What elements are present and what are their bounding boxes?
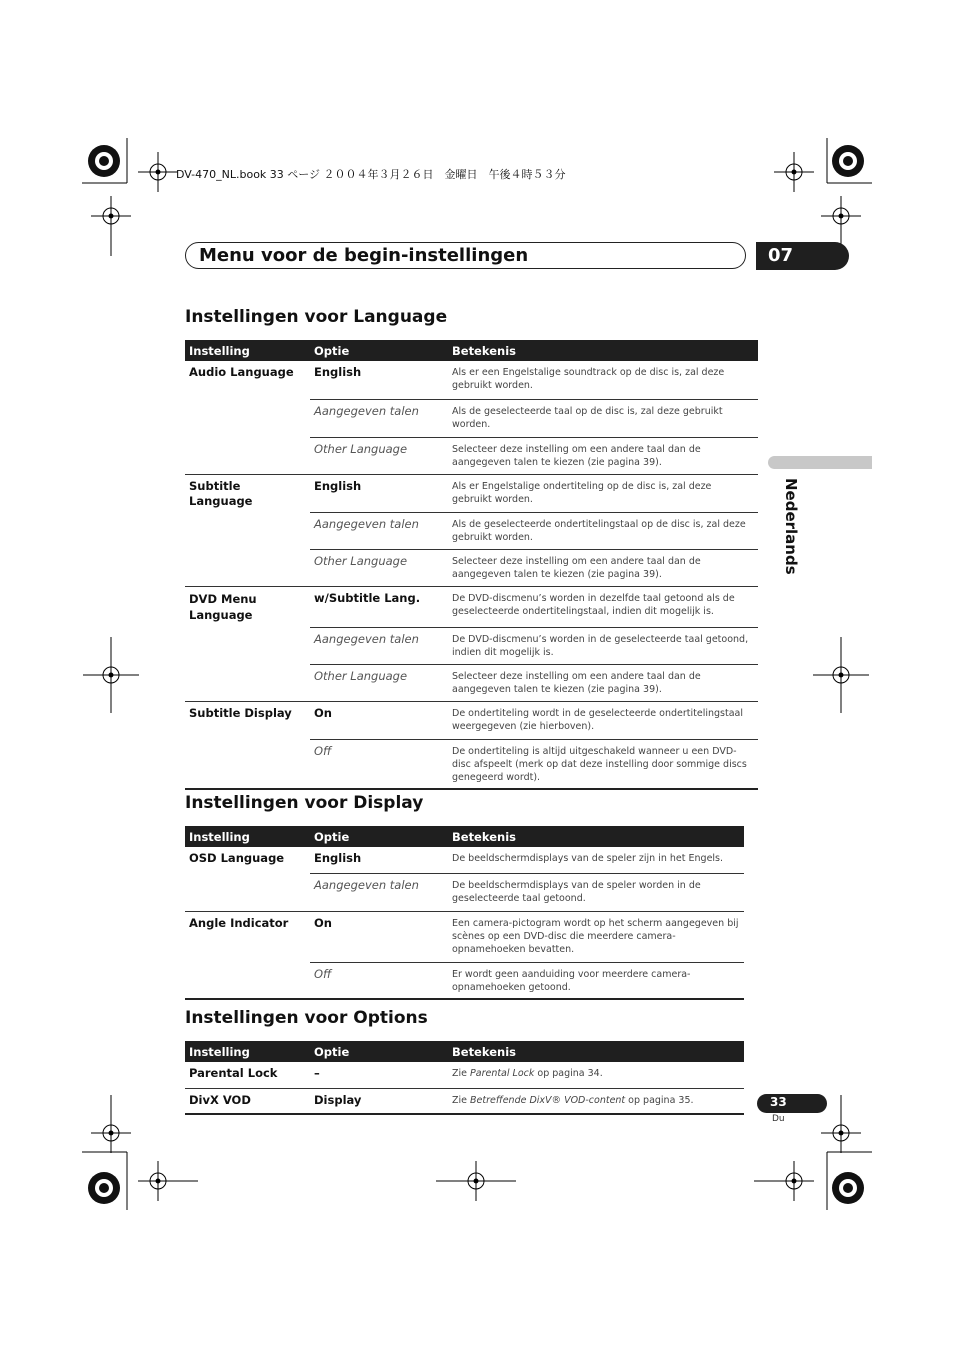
option-cell: English [314, 851, 362, 865]
meaning-cell: Selecteer deze instelling om een andere taal dan de aangegeven talen te kiezen (zie pagina 39). [448, 664, 758, 701]
meaning-cell: Er wordt geen aanduiding voor meerdere camera-opnamehoeken getoond. [448, 962, 744, 999]
meaning-cell: Als er een Engelstalige soundtrack op de disc is, zal deze gebruikt worden. [452, 367, 725, 391]
meaning-cell: De beeldschermdisplays van de speler worden in de geselecteerde taal getoond. [448, 873, 744, 911]
meaning-cell: Als de geselecteerde ondertitelingstaal op de disc is, zal deze gebruikt worden. [448, 513, 758, 550]
column-header-setting: Instelling [185, 340, 310, 361]
meaning-cell: De beeldschermdisplays van de speler zijn in het Engels. [452, 853, 724, 864]
option-cell: w/Subtitle Lang. [310, 587, 448, 628]
language-settings-table [185, 340, 758, 790]
option-cell: Aangegeven talen [310, 399, 448, 437]
setting-cell: Angle Indicator [185, 911, 310, 962]
setting-cell [185, 873, 310, 911]
option-cell: Aangegeven talen [310, 873, 448, 911]
table-row [185, 664, 758, 701]
option-cell: Aangegeven talen [310, 513, 448, 550]
table-row [185, 513, 758, 550]
options-settings-table [185, 1041, 744, 1115]
meaning-cell [448, 1062, 744, 1088]
chapter-number-badge [756, 242, 849, 270]
chapter-title: Menu voor de begin-instellingen [199, 245, 529, 266]
meaning-reference: Parental Lock [470, 1068, 535, 1079]
setting-cell: DivX VOD [185, 1088, 310, 1114]
table-row [185, 701, 758, 739]
option-cell: Off [310, 962, 448, 999]
option-cell: On [310, 701, 448, 739]
setting-cell [185, 399, 310, 437]
column-header-meaning: Betekenis [448, 826, 744, 847]
column-header-setting: Instelling [185, 826, 310, 847]
column-header-option: Optie [310, 340, 448, 361]
meaning-cell: Als er Engelstalige ondertiteling op de disc is, zal deze gebruikt worden. [448, 474, 758, 513]
meaning-cell [448, 1088, 744, 1114]
section-heading-display: Instellingen voor Display [185, 793, 424, 813]
setting-cell: Audio Language [189, 365, 294, 379]
setting-cell [185, 664, 310, 701]
table-header-row [185, 1041, 744, 1062]
table-row [185, 550, 758, 587]
option-cell: English [314, 365, 362, 379]
option-cell: Off [310, 739, 448, 789]
table-row [185, 911, 744, 962]
option-cell: English [310, 474, 448, 513]
option-cell: Other Language [310, 437, 448, 474]
meaning-cell: De DVD-discmenu’s worden in dezelfde taal getoond als de geselecteerde ondertitelingstaal, indien dit mogelijk is. [448, 587, 758, 628]
column-header-meaning: Betekenis [448, 340, 758, 361]
option-cell: – [314, 1066, 320, 1080]
setting-cell [185, 437, 310, 474]
page-number-badge [757, 1094, 827, 1113]
table-row [185, 399, 758, 437]
option-cell: Aangegeven talen [310, 627, 448, 664]
table-row [185, 1062, 744, 1088]
setting-cell: DVD Menu Language [185, 587, 310, 628]
meaning-prefix: Zie [452, 1068, 471, 1079]
meaning-cell: Selecteer deze instelling om een andere taal dan de aangegeven talen te kiezen (zie pagina 39). [448, 437, 758, 474]
chapter-title-bar [185, 242, 746, 269]
meaning-suffix: op pagina 35. [625, 1094, 694, 1106]
setting-cell: OSD Language [189, 851, 285, 865]
meaning-cell: De DVD-discmenu’s worden in de geselecteerde taal getoond, indien dit mogelijk is. [448, 627, 758, 664]
column-header-setting: Instelling [185, 1041, 310, 1062]
setting-cell: Subtitle Display [185, 701, 310, 739]
table-header-row [185, 826, 744, 847]
setting-cell [185, 962, 310, 999]
setting-cell: Parental Lock [189, 1066, 278, 1080]
language-side-label: Nederlands [782, 478, 800, 575]
table-row [185, 739, 758, 789]
table-row [185, 962, 744, 999]
column-header-meaning: Betekenis [448, 1041, 744, 1062]
table-row [185, 873, 744, 911]
option-cell: On [310, 911, 448, 962]
print-file-header: DV-470_NL.book 33 ページ ２００４年３月２６日 金曜日 午後４時５３分 [176, 168, 566, 181]
meaning-reference: Betreffende DixV® VOD-content [470, 1094, 626, 1106]
setting-cell: Subtitle Language [185, 474, 310, 513]
column-header-option: Optie [310, 826, 448, 847]
page-language-code: Du [772, 1114, 785, 1124]
section-heading-language: Instellingen voor Language [185, 307, 448, 327]
table-row [185, 627, 758, 664]
table-row [185, 587, 758, 628]
meaning-cell: Een camera-pictogram wordt op het scherm aangegeven bij scènes op een DVD-disc die meerdere camera-opnamehoeken bevatten. [448, 911, 744, 962]
meaning-cell: De ondertiteling is altijd uitgeschakeld wanneer u een DVD-disc afspeelt (merk op dat deze instelling door sommige discs genegeerd wordt). [448, 739, 758, 789]
option-cell: Display [310, 1088, 448, 1114]
setting-cell [185, 550, 310, 587]
meaning-cell: Als de geselecteerde taal op de disc is, zal deze gebruikt worden. [448, 399, 758, 437]
table-row [185, 847, 744, 873]
setting-cell [185, 513, 310, 550]
option-cell: Other Language [310, 664, 448, 701]
meaning-suffix: op pagina 34. [534, 1068, 603, 1079]
language-side-tab [768, 456, 872, 469]
setting-cell [185, 739, 310, 789]
meaning-cell: De ondertiteling wordt in de geselecteerde ondertitelingstaal weergegeven (zie hierboven). [448, 701, 758, 739]
meaning-prefix: Zie [452, 1094, 471, 1106]
column-header-option: Optie [310, 1041, 448, 1062]
section-heading-options: Instellingen voor Options [185, 1008, 428, 1028]
option-cell: Other Language [310, 550, 448, 587]
table-row [185, 474, 758, 513]
page-number: 33 [770, 1095, 787, 1109]
table-row [185, 437, 758, 474]
table-header-row [185, 340, 758, 361]
display-settings-table [185, 826, 744, 1000]
meaning-cell: Selecteer deze instelling om een andere taal dan de aangegeven talen te kiezen (zie pagina 39). [448, 550, 758, 587]
chapter-number: 07 [768, 245, 794, 266]
setting-cell [185, 627, 310, 664]
table-row [185, 361, 758, 399]
table-row [185, 1088, 744, 1114]
